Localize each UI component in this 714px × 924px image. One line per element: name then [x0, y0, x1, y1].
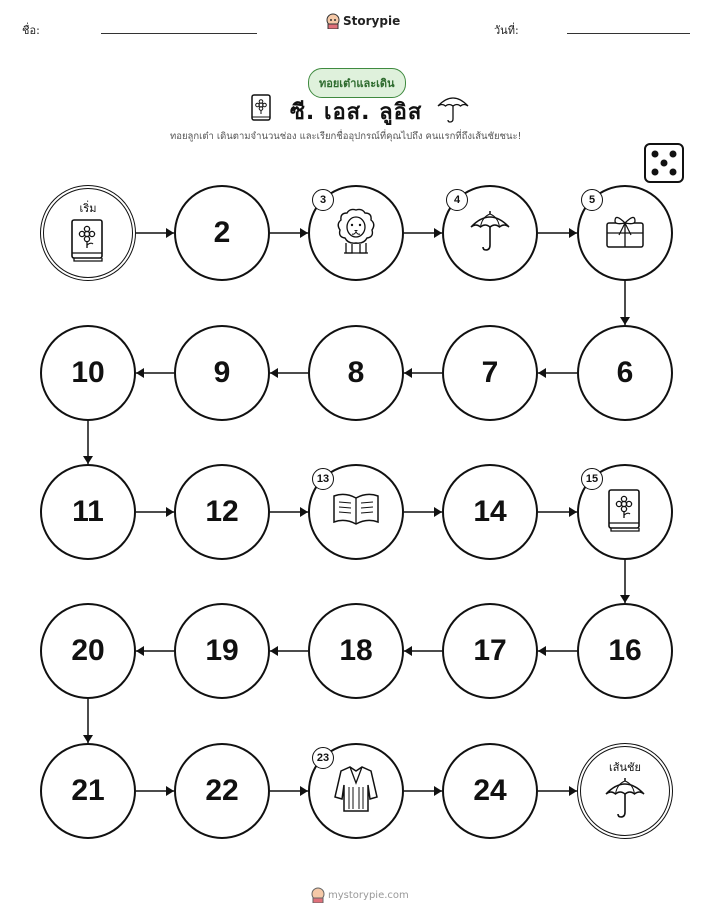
- cell-number: 7: [481, 356, 499, 389]
- arrow-head: [83, 456, 93, 464]
- board-cell-18: [308, 603, 404, 699]
- cell-number: 18: [339, 634, 373, 667]
- arrow-head: [166, 786, 174, 796]
- arrow-head: [434, 228, 442, 238]
- board-cell-16: [577, 603, 673, 699]
- cell-number: 12: [205, 495, 239, 528]
- cell-number: 11: [72, 495, 104, 528]
- arrow-head: [538, 646, 546, 656]
- name-label: ชื่อ:: [22, 24, 40, 37]
- graduation-gown-icon: [333, 763, 379, 819]
- cell-number: 2: [213, 216, 231, 249]
- cell-number: 16: [608, 634, 642, 667]
- arrow-head: [404, 368, 412, 378]
- cell-number-badge: 3: [312, 189, 334, 211]
- brand-name: Storypie: [343, 14, 401, 28]
- arrow-head: [300, 507, 308, 517]
- arrow-head: [434, 786, 442, 796]
- board-cell-22: [174, 743, 270, 839]
- cell-number: 6: [616, 356, 634, 389]
- board-cell-10: [40, 325, 136, 421]
- start-label: เริ่ม: [79, 202, 97, 215]
- arrow-head: [569, 507, 577, 517]
- cell-number-badge: 5: [581, 189, 603, 211]
- open-book-icon: [330, 490, 382, 534]
- arrow-head: [136, 368, 144, 378]
- arrow-head: [434, 507, 442, 517]
- arrow-head: [538, 368, 546, 378]
- board-cell-19: [174, 603, 270, 699]
- board-cell-8: [308, 325, 404, 421]
- cell-number: 17: [473, 634, 507, 667]
- cell-number-badge: 4: [446, 189, 468, 211]
- board-cell-2: [174, 185, 270, 281]
- arrow-head: [270, 368, 278, 378]
- cell-number-badge: 23: [312, 747, 334, 769]
- cell-number: 24: [473, 774, 507, 807]
- board-cell-9: [174, 325, 270, 421]
- date-label: วันที่:: [494, 24, 519, 37]
- arrow-head: [569, 228, 577, 238]
- arrow-head: [166, 507, 174, 517]
- lion-icon: [332, 206, 380, 260]
- board-cell-14: [442, 464, 538, 560]
- arrow-head: [83, 735, 93, 743]
- mascot-icon: [311, 887, 325, 903]
- cell-number: 22: [205, 774, 239, 807]
- board-cell-25: [577, 743, 673, 839]
- umbrella-icon: [468, 209, 512, 257]
- board-cell-11: [40, 464, 136, 560]
- arrow-head: [620, 317, 630, 325]
- book-icon: [68, 217, 108, 267]
- cell-number: 8: [347, 356, 365, 389]
- cell-number: 20: [71, 634, 105, 667]
- book-icon: [605, 487, 645, 537]
- umbrella-icon: [603, 776, 647, 824]
- cell-number: 14: [473, 495, 507, 528]
- footer: [311, 887, 409, 903]
- arrow-head: [136, 646, 144, 656]
- cell-number: 19: [205, 634, 239, 667]
- arrow-head: [300, 786, 308, 796]
- footer-url: mystorypie.com: [328, 889, 409, 901]
- board-cell-20: [40, 603, 136, 699]
- board-cell-6: [577, 325, 673, 421]
- board-cell-21: [40, 743, 136, 839]
- activity-pill: ทอยเต๋าและเดิน: [308, 68, 406, 98]
- board-cell-17: [442, 603, 538, 699]
- arrow-head: [166, 228, 174, 238]
- gift-icon: [603, 211, 647, 255]
- page-title: ซี. เอส. ลูอิส: [290, 100, 423, 125]
- finish-label: เส้นชัย: [609, 761, 641, 774]
- cell-number-badge: 15: [581, 468, 603, 490]
- cell-number-badge: 13: [312, 468, 334, 490]
- cell-number: 21: [71, 774, 105, 807]
- arrow-head: [270, 646, 278, 656]
- arrow-head: [300, 228, 308, 238]
- board-cell-24: [442, 743, 538, 839]
- arrow-head: [404, 646, 412, 656]
- board-cell-12: [174, 464, 270, 560]
- arrow-head: [620, 595, 630, 603]
- instructions: ทอยลูกเต๋า เดินตามจำนวนช่อง และเรียกชื่ออุปกรณ์ที่คุณไปถึง คนแรกที่ถึงเส้นชัยชนะ!: [170, 131, 522, 142]
- cell-number: 9: [213, 356, 231, 389]
- cell-number: 10: [71, 356, 105, 389]
- board-cell-7: [442, 325, 538, 421]
- board-cell-1: [40, 185, 136, 281]
